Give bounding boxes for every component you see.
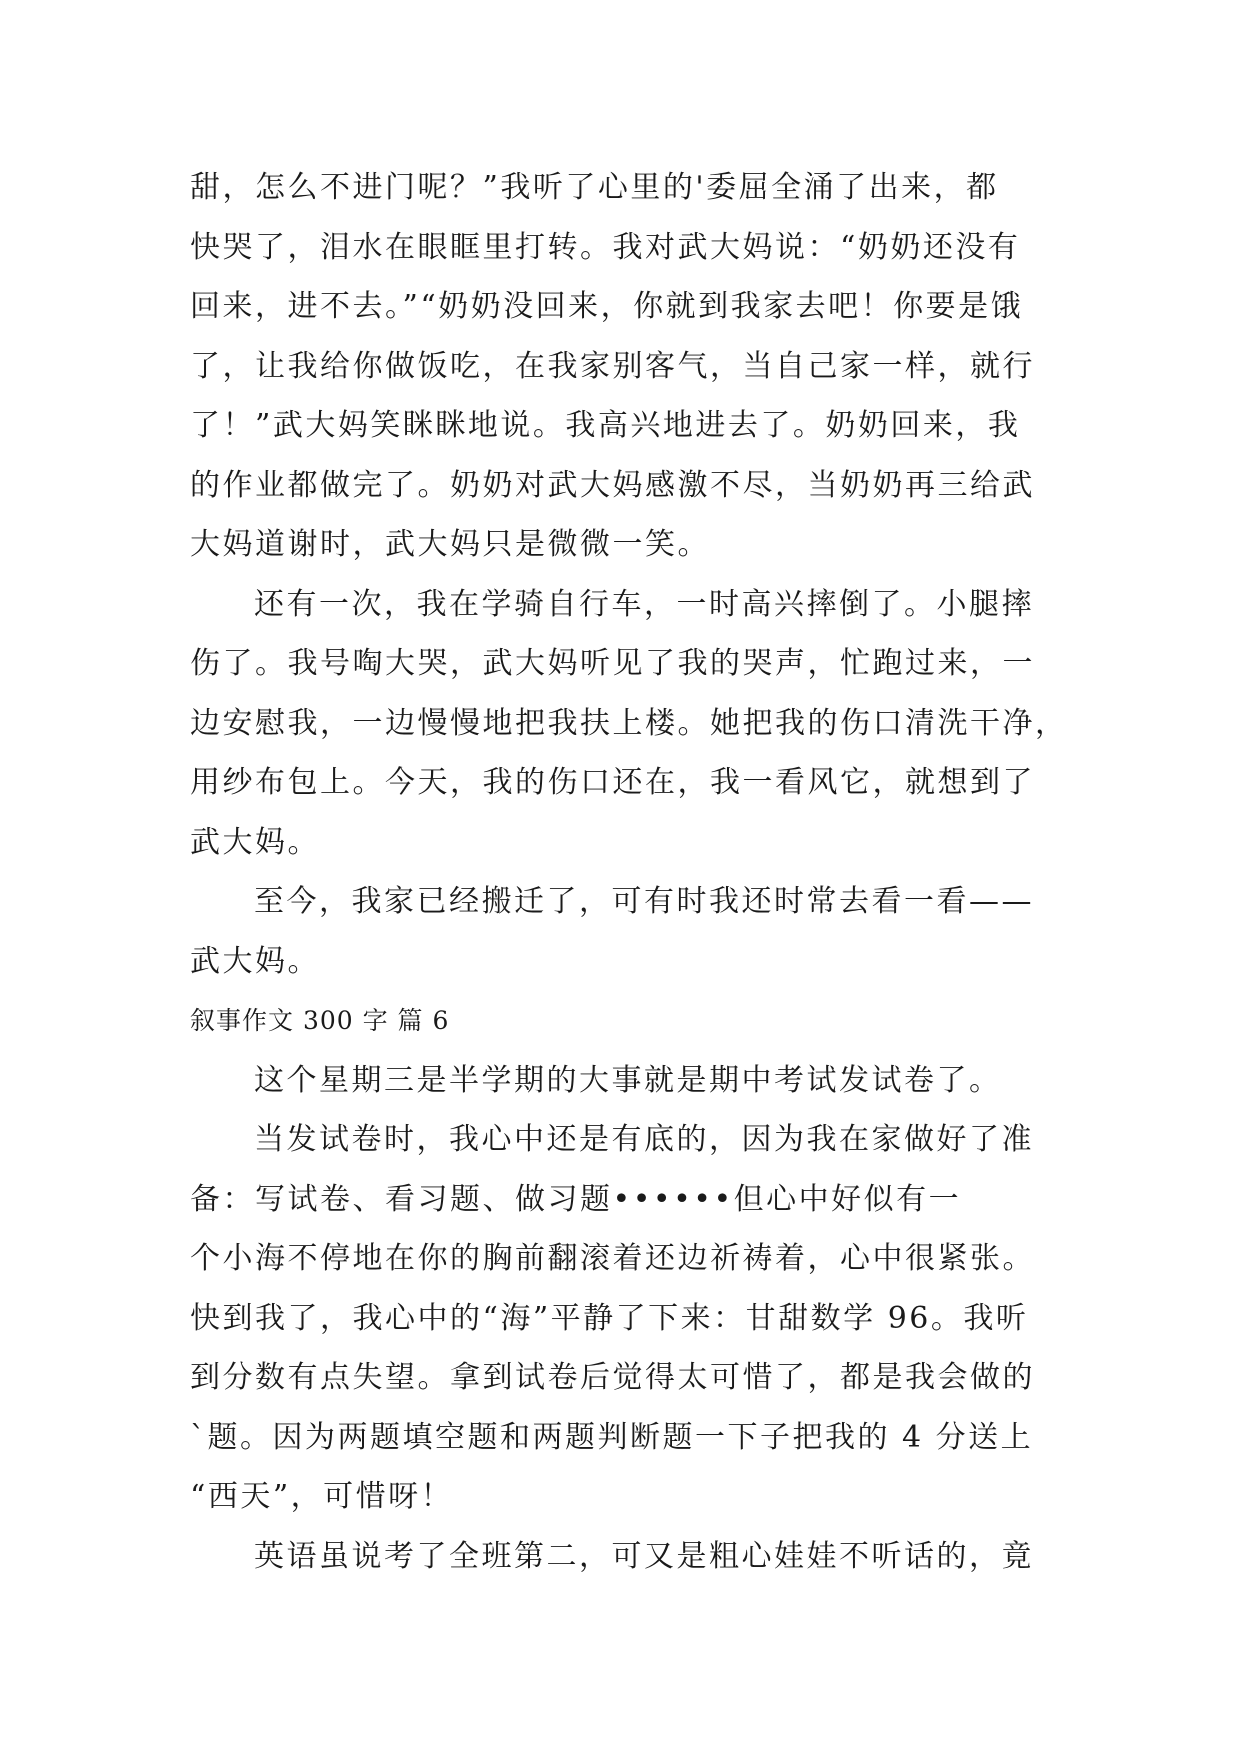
text-line: 了，让我给你做饭吃，在我家别客气，当自己家一样，就行: [190, 348, 1035, 384]
text-line: “西天”，可惜呀！: [190, 1479, 454, 1514]
text-line: 到分数有点失望。拿到试卷后觉得太可惜了，都是我会做的: [190, 1360, 1035, 1395]
text-line: 用纱布包上。今天，我的伤口还在，我一看风它，就想到了: [190, 765, 1035, 800]
text-line: 回来，进不去。”“奶奶没回来，你就到我家去吧！你要是饿: [190, 289, 1024, 324]
paragraph-start-line: 当发试卷时，我心中还是有底的，因为我在家做好了准: [254, 1122, 1034, 1157]
text-line: 的作业都做完了。奶奶对武大妈感激不尽，当奶奶再三给武: [190, 467, 1035, 503]
text-line: 甜，怎么不进门呢？”我听了心里的'委屈全涌了出来，都: [190, 170, 999, 205]
document-body: [190, 158, 1068, 1586]
text-line: `题。因为两题填空题和两题判断题一下子把我的 4 分送上: [190, 1419, 1034, 1455]
text-line: 伤了。我号啕大哭，武大妈听见了我的哭声，忙跑过来，一: [190, 646, 1035, 681]
paragraph-start-line: 至今，我家已经搬迁了，可有时我还时常去看一看——: [254, 884, 1034, 919]
paragraph-start-line: 英语虽说考了全班第二，可又是粗心娃娃不听话的，竟: [254, 1538, 1034, 1574]
text-line: 快到我了，我心中的“海”平静了下来：甘甜数学 96。我听: [190, 1300, 1029, 1336]
text-line: 快哭了，泪水在眼眶里打转。我对武大妈说：“奶奶还没有: [190, 229, 1021, 265]
text-line: 个小海不停地在你的胸前翻滚着还边祈祷着，心中很紧张。: [190, 1241, 1035, 1276]
text-line: 备：写试卷、看习题、做习题••••••但心中好似有一: [190, 1181, 962, 1217]
paragraph-start-line: 还有一次，我在学骑自行车，一时高兴摔倒了。小腿摔: [254, 586, 1034, 622]
text-line: 边安慰我，一边慢慢地把我扶上楼。她把我的伤口清洗干净，: [190, 705, 1068, 741]
text-line: 了！”武大妈笑眯眯地说。我高兴地进去了。奶奶回来，我: [190, 408, 1021, 443]
text-line: 武大妈。: [190, 824, 320, 860]
text-line: 大妈道谢时，武大妈只是微微一笑。: [190, 527, 710, 562]
paragraph-start-line: 这个星期三是半学期的大事就是期中考试发试卷了。: [254, 1062, 1002, 1098]
text-line: 武大妈。: [190, 943, 320, 979]
section-heading: 叙事作文 300 字 篇 6: [190, 1006, 450, 1035]
